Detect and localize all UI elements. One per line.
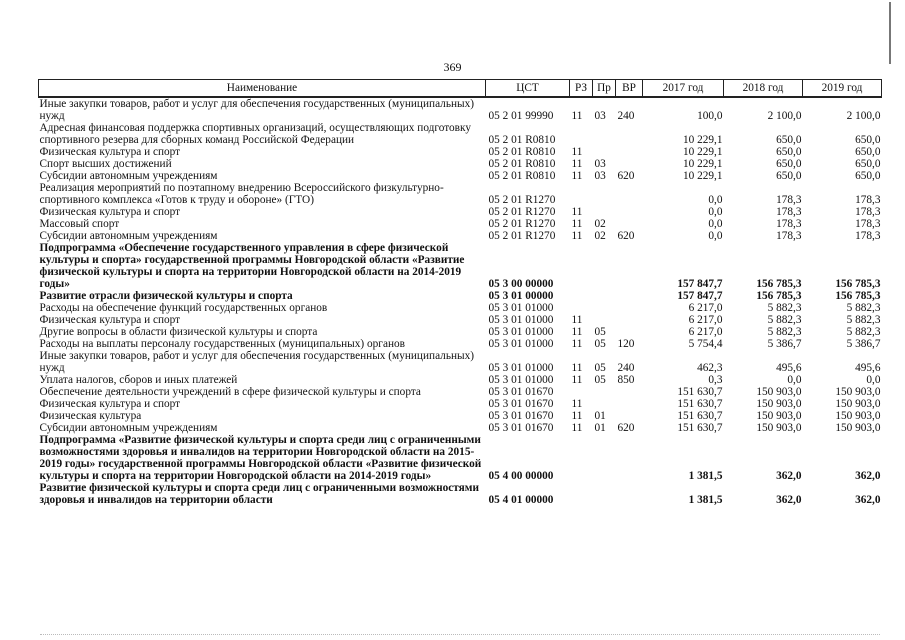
cell-cst: 05 2 01 R0810 — [488, 146, 556, 158]
cell-cst: 05 3 01 01670 — [488, 410, 554, 422]
cell-2017: 151 630,7 — [677, 410, 723, 422]
cell-name: Развитие отрасли физической культуры и спорта — [39, 290, 293, 302]
table-header-row — [39, 80, 882, 98]
scan-noise-line — [40, 634, 880, 636]
table-row — [39, 302, 882, 314]
cell-2019: 650,0 — [855, 146, 881, 158]
cell-2018: 150 903,0 — [756, 422, 802, 434]
cell-2017: 0,0 — [708, 218, 723, 230]
table-row — [39, 170, 882, 182]
cell-vr — [616, 326, 643, 338]
table-row — [39, 230, 882, 242]
budget-table — [38, 79, 882, 506]
cell-vr — [616, 290, 643, 302]
cell-name: Другие вопросы в области физической культуры и спорта — [39, 326, 318, 338]
cell-rz — [570, 290, 593, 302]
cell-pr: 02 — [594, 218, 606, 230]
cell-vr — [616, 314, 643, 326]
cell-2017: 157 847,7 — [677, 278, 723, 290]
cell-pr — [593, 242, 616, 290]
cell-name: Субсидии автономным учреждениям — [39, 230, 218, 242]
table-row — [39, 97, 882, 122]
cell-2019: 2 100,0 — [846, 110, 881, 122]
cell-2017: 6 217,0 — [688, 326, 723, 338]
cell-2017: 5 754,4 — [688, 338, 723, 350]
page-number: 369 — [443, 60, 462, 74]
cell-cst: 05 3 01 01670 — [488, 398, 554, 410]
cell-2017: 0,0 — [708, 194, 723, 206]
cell-pr: 03 — [594, 170, 606, 182]
cell-2017: 10 229,1 — [682, 170, 723, 182]
cell-pr: 01 — [594, 422, 606, 434]
cell-rz: 11 — [571, 362, 583, 374]
table-body — [39, 97, 882, 506]
cell-2019: 178,3 — [855, 206, 881, 218]
cell-pr: 02 — [594, 230, 606, 242]
cell-vr — [616, 122, 643, 146]
cell-cst: 05 2 01 R0810 — [488, 170, 556, 182]
cell-2017: 0,0 — [708, 230, 723, 242]
cell-vr: 240 — [617, 110, 635, 122]
cell-rz: 11 — [571, 158, 583, 170]
cell-2018: 362,0 — [776, 494, 802, 506]
cell-name: Субсидии автономным учреждениям — [39, 170, 218, 182]
cell-2018: 150 903,0 — [756, 398, 802, 410]
cell-2017: 1 381,5 — [688, 470, 723, 482]
cell-2018: 5 882,3 — [767, 314, 802, 326]
header-rz: РЗ — [570, 80, 593, 98]
cell-rz: 11 — [571, 170, 583, 182]
cell-2019: 650,0 — [855, 170, 881, 182]
cell-2019: 178,3 — [855, 218, 881, 230]
cell-pr: 03 — [594, 110, 606, 122]
cell-cst: 05 3 01 01670 — [488, 422, 554, 434]
cell-name: Уплата налогов, сборов и иных платежей — [39, 374, 238, 386]
table-row — [39, 206, 882, 218]
cell-vr — [616, 386, 643, 398]
cell-name: Субсидии автономным учреждениям — [39, 422, 218, 434]
cell-cst: 05 2 01 R0810 — [488, 158, 556, 170]
cell-2019: 178,3 — [855, 230, 881, 242]
cell-2019: 495,6 — [855, 362, 881, 374]
cell-vr — [616, 146, 643, 158]
table-row — [39, 122, 882, 146]
cell-2019: 5 882,3 — [846, 314, 881, 326]
cell-rz: 11 — [571, 206, 583, 218]
cell-cst: 05 3 01 01000 — [488, 338, 554, 350]
cell-2018: 650,0 — [776, 170, 802, 182]
cell-cst: 05 2 01 R0810 — [488, 134, 556, 146]
cell-rz: 11 — [571, 230, 583, 242]
cell-pr: 03 — [594, 158, 606, 170]
table-row — [39, 158, 882, 170]
cell-pr: 01 — [594, 410, 606, 422]
cell-name: Адресная финансовая поддержка спортивных организаций, осуществляющих подготовку спортивного резерва для сборных команд Российской Федерации — [39, 122, 471, 146]
cell-cst: 05 2 01 R1270 — [488, 218, 556, 230]
cell-pr: 05 — [594, 374, 606, 386]
cell-cst: 05 3 01 01000 — [488, 374, 554, 386]
cell-vr: 240 — [617, 362, 635, 374]
cell-vr: 620 — [617, 230, 635, 242]
cell-name: Расходы на выплаты персоналу государственных (муниципальных) органов — [39, 338, 405, 350]
cell-name: Подпрограмма «Обеспечение государственного управления в сфере физической культуры и спорта» государственной программы Новгородской области «Развитие физической культуры и спорта на территории Новгородской области на 2014-2019 годы» — [39, 242, 465, 290]
header-name: Наименование — [39, 80, 486, 98]
cell-name: Расходы на обеспечение функций государственных органов — [39, 302, 328, 314]
cell-pr — [593, 206, 616, 218]
cell-rz: 11 — [571, 338, 583, 350]
table-row — [39, 242, 882, 290]
table-row — [39, 422, 882, 434]
cell-2017: 151 630,7 — [677, 422, 723, 434]
cell-name: Физическая культура и спорт — [39, 206, 181, 218]
cell-name: Развитие физической культуры и спорта среди лиц с ограниченными возможностями здоровья и инвалидов на территории области — [39, 482, 479, 506]
cell-cst: 05 4 01 00000 — [488, 494, 554, 506]
cell-2018: 5 882,3 — [767, 302, 802, 314]
table-row — [39, 326, 882, 338]
cell-2019: 650,0 — [855, 134, 881, 146]
cell-2017: 100,0 — [697, 110, 723, 122]
cell-2018: 156 785,3 — [756, 278, 802, 290]
cell-rz — [570, 242, 593, 290]
cell-vr — [616, 302, 643, 314]
cell-2017: 1 381,5 — [688, 494, 723, 506]
cell-pr — [593, 182, 616, 206]
cell-2018: 650,0 — [776, 146, 802, 158]
cell-pr — [593, 122, 616, 146]
cell-rz: 11 — [571, 398, 583, 410]
table-row — [39, 350, 882, 374]
cell-2018: 5 386,7 — [767, 338, 802, 350]
cell-2018: 178,3 — [776, 206, 802, 218]
cell-2017: 157 847,7 — [677, 290, 723, 302]
cell-name: Физическая культура и спорт — [39, 146, 181, 158]
cell-name: Физическая культура и спорт — [39, 314, 181, 326]
cell-cst: 05 3 01 01670 — [488, 386, 554, 398]
cell-rz — [570, 482, 593, 506]
cell-rz: 11 — [571, 218, 583, 230]
cell-2017: 6 217,0 — [688, 302, 723, 314]
cell-2017: 6 217,0 — [688, 314, 723, 326]
cell-cst: 05 3 01 01000 — [488, 362, 554, 374]
cell-cst: 05 2 01 R1270 — [488, 230, 556, 242]
cell-pr — [593, 146, 616, 158]
cell-vr: 620 — [617, 422, 635, 434]
header-cst: ЦСТ — [486, 80, 570, 98]
cell-rz: 11 — [571, 110, 583, 122]
cell-2017: 10 229,1 — [682, 134, 723, 146]
cell-pr: 05 — [594, 326, 606, 338]
cell-cst: 05 3 00 00000 — [488, 278, 554, 290]
table-row — [39, 386, 882, 398]
table-row — [39, 410, 882, 422]
cell-2018: 178,3 — [776, 218, 802, 230]
cell-rz: 11 — [571, 422, 583, 434]
cell-2018: 362,0 — [776, 470, 802, 482]
cell-rz: 11 — [571, 326, 583, 338]
cell-vr: 120 — [617, 338, 635, 350]
cell-2019: 150 903,0 — [835, 422, 881, 434]
cell-rz — [570, 122, 593, 146]
cell-vr — [616, 410, 643, 422]
cell-pr — [593, 482, 616, 506]
cell-cst: 05 3 01 01000 — [488, 314, 554, 326]
cell-vr — [616, 182, 643, 206]
cell-2019: 150 903,0 — [835, 398, 881, 410]
table-row — [39, 146, 882, 158]
table-row — [39, 374, 882, 386]
cell-vr — [616, 158, 643, 170]
cell-vr — [616, 218, 643, 230]
table-row — [39, 290, 882, 302]
cell-cst: 05 2 01 R1270 — [488, 194, 556, 206]
cell-cst: 05 3 01 00000 — [488, 290, 554, 302]
cell-rz: 11 — [571, 374, 583, 386]
cell-2019: 156 785,3 — [835, 290, 881, 302]
cell-rz: 11 — [571, 314, 583, 326]
cell-2019: 362,0 — [855, 470, 881, 482]
cell-rz — [570, 434, 593, 482]
cell-name: Спорт высших достижений — [39, 158, 172, 170]
header-vr: ВР — [616, 80, 643, 98]
cell-vr — [616, 242, 643, 290]
cell-2017: 0,3 — [708, 374, 723, 386]
cell-name: Физическая культура — [39, 410, 142, 422]
cell-2018: 5 882,3 — [767, 326, 802, 338]
cell-pr: 05 — [594, 362, 606, 374]
cell-2019: 5 882,3 — [846, 302, 881, 314]
table-row — [39, 182, 882, 206]
table-row — [39, 338, 882, 350]
header-2017: 2017 год — [643, 80, 724, 98]
cell-pr: 05 — [594, 338, 606, 350]
table-row — [39, 434, 882, 482]
cell-2018: 178,3 — [776, 230, 802, 242]
cell-name: Физическая культура и спорт — [39, 398, 181, 410]
cell-vr — [616, 434, 643, 482]
cell-2019: 178,3 — [855, 194, 881, 206]
cell-vr: 620 — [617, 170, 635, 182]
cell-pr — [593, 386, 616, 398]
cell-2019: 156 785,3 — [835, 278, 881, 290]
cell-rz — [570, 386, 593, 398]
cell-2017: 151 630,7 — [677, 398, 723, 410]
cell-2018: 150 903,0 — [756, 410, 802, 422]
cell-cst: 05 4 00 00000 — [488, 470, 554, 482]
cell-vr — [616, 398, 643, 410]
cell-2017: 462,3 — [697, 362, 723, 374]
cell-pr — [593, 314, 616, 326]
cell-2019: 150 903,0 — [835, 386, 881, 398]
cell-name: Реализация мероприятий по поэтапному внедрению Всероссийского физкультурно-спортивного комплекса «Готов к труду и обороне» (ГТО) — [39, 182, 444, 206]
table-row — [39, 218, 882, 230]
cell-name: Подпрограмма «Развитие физической культуры и спорта среди лиц с ограниченными возможностями здоровья и инвалидов на территории Новгородской области на 2015-2019 годы» государственной программы Новгородской области «Развитие физической культуры и спорта на территории Новгородской области на 2014-2019 годы» — [39, 434, 482, 482]
cell-2018: 2 100,0 — [767, 110, 802, 122]
cell-2018: 150 903,0 — [756, 386, 802, 398]
cell-2018: 0,0 — [787, 374, 802, 386]
cell-vr — [616, 482, 643, 506]
table-row — [39, 398, 882, 410]
cell-name: Иные закупки товаров, работ и услуг для обеспечения государственных (муниципальных) нужд — [39, 98, 475, 122]
cell-pr — [593, 398, 616, 410]
cell-pr — [593, 302, 616, 314]
cell-2017: 10 229,1 — [682, 146, 723, 158]
cell-rz — [570, 182, 593, 206]
cell-vr: 850 — [617, 374, 635, 386]
cell-cst: 05 2 01 99990 — [488, 110, 554, 122]
cell-vr — [616, 206, 643, 218]
cell-2018: 495,6 — [776, 362, 802, 374]
header-pr: Пр — [593, 80, 616, 98]
cell-2018: 650,0 — [776, 158, 802, 170]
cell-cst: 05 3 01 01000 — [488, 302, 554, 314]
cell-name: Массовый спорт — [39, 218, 120, 230]
cell-rz: 11 — [571, 146, 583, 158]
cell-2019: 362,0 — [855, 494, 881, 506]
cell-2018: 178,3 — [776, 194, 802, 206]
cell-cst: 05 2 01 R1270 — [488, 206, 556, 218]
table-row — [39, 314, 882, 326]
cell-rz: 11 — [571, 410, 583, 422]
cell-2019: 5 882,3 — [846, 326, 881, 338]
header-2019: 2019 год — [803, 80, 882, 98]
cell-2017: 10 229,1 — [682, 158, 723, 170]
cell-2019: 150 903,0 — [835, 410, 881, 422]
cell-2017: 151 630,7 — [677, 386, 723, 398]
cell-2018: 650,0 — [776, 134, 802, 146]
cell-pr — [593, 290, 616, 302]
cell-pr — [593, 434, 616, 482]
cell-2019: 5 386,7 — [846, 338, 881, 350]
scan-edge-mark — [889, 2, 891, 64]
cell-2017: 0,0 — [708, 206, 723, 218]
cell-cst: 05 3 01 01000 — [488, 326, 554, 338]
cell-2019: 650,0 — [855, 158, 881, 170]
cell-name: Обеспечение деятельности учреждений в сфере физической культуры и спорта — [39, 386, 421, 398]
cell-name: Иные закупки товаров, работ и услуг для обеспечения государственных (муниципальных) нужд — [39, 350, 475, 374]
cell-2018: 156 785,3 — [756, 290, 802, 302]
cell-2019: 0,0 — [866, 374, 881, 386]
header-2018: 2018 год — [724, 80, 803, 98]
cell-rz — [570, 302, 593, 314]
table-row — [39, 482, 882, 506]
